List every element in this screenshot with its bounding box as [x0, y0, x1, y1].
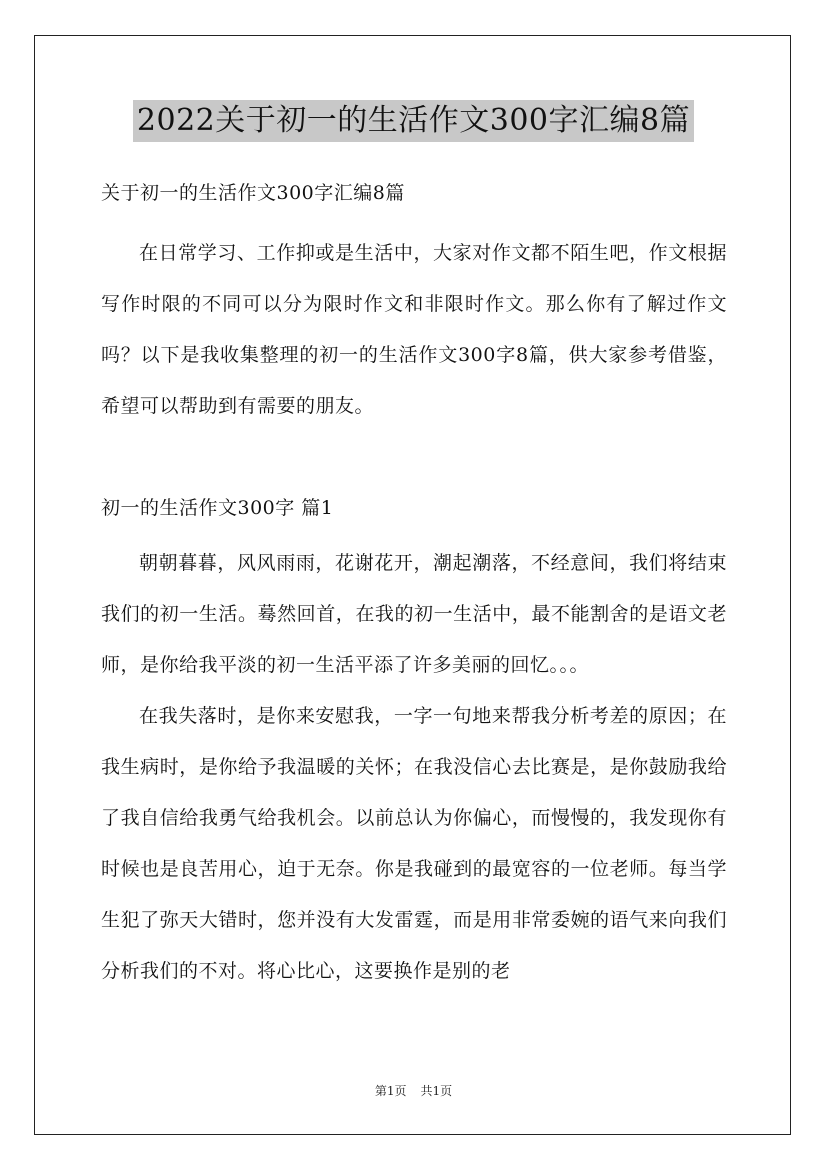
- title-area: [0, 100, 827, 142]
- section-heading: 初一的生活作文300字 篇1: [101, 497, 334, 519]
- document-subtitle: 关于初一的生活作文300字汇编8篇: [101, 182, 405, 204]
- document-body: [101, 172, 727, 997]
- page-total: 共1页: [420, 1084, 453, 1098]
- page-number: 第1页: [374, 1084, 407, 1098]
- document-title: 2022关于初一的生活作文300字汇编8篇: [133, 100, 694, 142]
- body-paragraph-2: 在我失落时，是你来安慰我，一字一句地来帮我分析考差的原因；在我生病时，是你给予我温暖的关怀；在我没信心去比赛是，是你鼓励我给了我自信给我勇气给我机会。以前总认为你偏心，而慢慢的，我发现你有时候也是良苦用心，迫于无奈。你是我碰到的最宽容的一位老师。每当学生犯了弥天大错时，您并没有大发雷霆，而是用非常委婉的语气来向我们分析我们的不对。将心比心，这要换作是别的老: [101, 705, 727, 982]
- body-paragraph-1: 朝朝暮暮，风风雨雨，花谢花开，潮起潮落，不经意间，我们将结束我们的初一生活。蓦然回首，在我的初一生活中，最不能割舍的是语文老师，是你给我平淡的初一生活平添了许多美丽的回忆。。。: [101, 552, 727, 676]
- intro-paragraph: 在日常学习、工作抑或是生活中，大家对作文都不陌生吧，作文根据写作时限的不同可以分为限时作文和非限时作文。那么你有了解过作文吗？以下是我收集整理的初一的生活作文300字8篇，供大家参考借鉴，希望可以帮助到有需要的朋友。: [101, 242, 727, 417]
- page-footer: [0, 1082, 827, 1100]
